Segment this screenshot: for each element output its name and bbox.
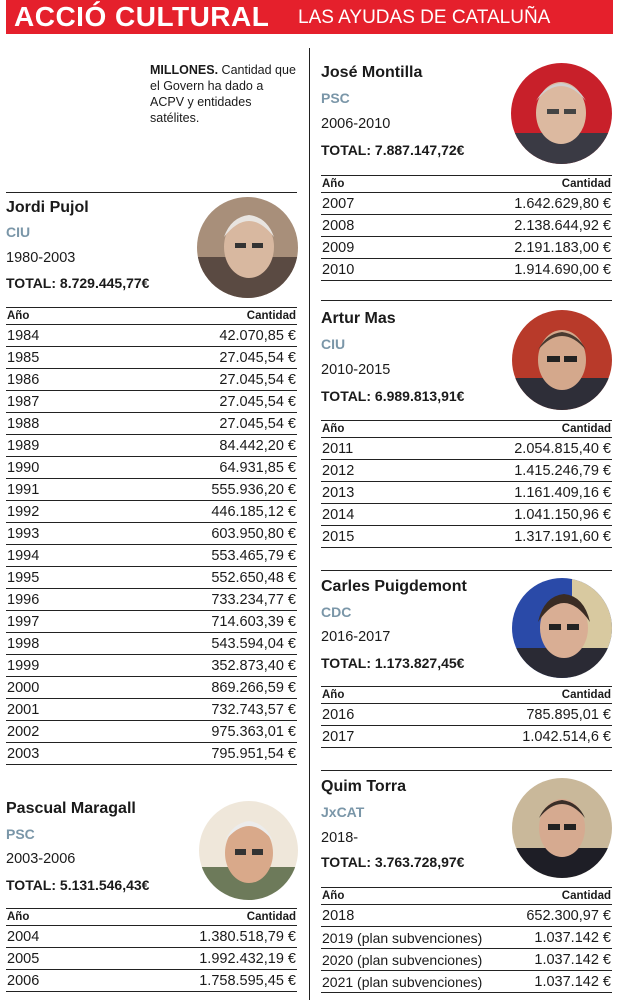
- row-amount: 1.042.514,6 €: [522, 729, 611, 745]
- portrait-photo: [512, 310, 612, 410]
- table-row: [321, 259, 612, 281]
- table-row: [321, 704, 612, 726]
- row-year: 1984: [7, 328, 40, 344]
- amount-header: Cantidad: [246, 310, 296, 322]
- section-maragall: [6, 798, 297, 998]
- row-year: 2016: [322, 707, 355, 723]
- row-year: 2005: [7, 951, 40, 967]
- section-torra: [321, 770, 612, 998]
- table-row: [6, 926, 297, 948]
- row-amount: 543.594,04 €: [211, 636, 296, 652]
- row-year: 2001: [7, 702, 40, 718]
- portrait-photo: [512, 578, 612, 678]
- note-text: Cantidad que el Govern ha dado a ACPV y entidades satélites.: [150, 63, 296, 125]
- row-year: 1990: [7, 460, 40, 476]
- row-amount: 1.380.518,79 €: [199, 929, 296, 945]
- row-year: 2019 (plan subvenciones): [322, 930, 483, 946]
- party-label: CIU: [321, 336, 346, 352]
- table-row: [321, 726, 612, 748]
- term-years: 1980-2003: [6, 250, 76, 266]
- table-row: [6, 523, 297, 545]
- table-row: [6, 501, 297, 523]
- row-year: 1986: [7, 372, 40, 388]
- section-puigdemont: [321, 570, 612, 760]
- table-row: [321, 215, 612, 237]
- row-amount: 869.266,59 €: [211, 680, 296, 696]
- row-year: 1999: [7, 658, 40, 674]
- data-table: [321, 438, 612, 548]
- portrait-photo: [512, 778, 612, 878]
- table-row: [321, 927, 612, 949]
- president-name: Carles Puigdemont: [321, 578, 467, 595]
- row-year: 2010: [322, 262, 355, 278]
- data-table: [6, 325, 297, 765]
- row-amount: 785.895,01 €: [526, 707, 611, 723]
- table-row: [6, 545, 297, 567]
- row-amount: 1.415.246,79 €: [514, 463, 611, 479]
- header-subtitle: LAS AYUDAS DE CATALUÑA: [298, 7, 551, 28]
- row-amount: 42.070,85 €: [219, 328, 296, 344]
- total-amount: TOTAL: 3.763.728,97€: [321, 854, 465, 870]
- party-label: PSC: [321, 90, 350, 106]
- portrait-photo: [511, 63, 612, 164]
- row-amount: 1.037.142 €: [534, 974, 611, 990]
- row-amount: 1.758.595,45 €: [199, 973, 296, 989]
- section-rule: [321, 570, 612, 571]
- row-amount: 975.363,01 €: [211, 724, 296, 740]
- table-row: [6, 970, 297, 992]
- row-amount: 555.936,20 €: [211, 482, 296, 498]
- row-amount: 27.045,54 €: [219, 372, 296, 388]
- row-year: 1997: [7, 614, 40, 630]
- table-row: [321, 193, 612, 215]
- row-year: 2009: [322, 240, 355, 256]
- amount-header: Cantidad: [561, 890, 611, 902]
- row-year: 2012: [322, 463, 355, 479]
- header-banner: [6, 0, 613, 34]
- row-year: 1996: [7, 592, 40, 608]
- year-header: Año: [7, 911, 30, 923]
- table-row: [321, 438, 612, 460]
- row-year: 2014: [322, 507, 355, 523]
- row-year: 1989: [7, 438, 40, 454]
- row-year: 2002: [7, 724, 40, 740]
- header-title: ACCIÓ CULTURAL: [14, 1, 270, 32]
- president-name: Artur Mas: [321, 310, 396, 327]
- section-pujol: [6, 192, 297, 772]
- party-label: PSC: [6, 826, 35, 842]
- row-amount: 553.465,79 €: [211, 548, 296, 564]
- row-year: 2006: [7, 973, 40, 989]
- table-header: [6, 307, 297, 325]
- row-year: 1987: [7, 394, 40, 410]
- section-montilla: [321, 60, 612, 290]
- term-years: 2016-2017: [321, 629, 391, 645]
- total-amount: TOTAL: 6.989.813,91€: [321, 388, 465, 404]
- row-amount: 733.234,77 €: [211, 592, 296, 608]
- amount-header: Cantidad: [246, 911, 296, 923]
- row-amount: 1.041.150,96 €: [514, 507, 611, 523]
- year-header: Año: [322, 890, 345, 902]
- row-amount: 446.185,12 €: [211, 504, 296, 520]
- row-amount: 1.914.690,00 €: [514, 262, 611, 278]
- row-amount: 84.442,20 €: [219, 438, 296, 454]
- row-year: 2007: [322, 196, 355, 212]
- row-amount: 2.191.183,00 €: [514, 240, 611, 256]
- row-amount: 2.054.815,40 €: [514, 441, 611, 457]
- party-label: JxCAT: [321, 804, 365, 820]
- term-years: 2018-: [321, 830, 359, 846]
- row-amount: 603.950,80 €: [211, 526, 296, 542]
- section-rule: [321, 300, 612, 301]
- year-header: Año: [322, 423, 345, 435]
- table-row: [321, 905, 612, 927]
- data-table: [321, 905, 612, 993]
- row-amount: 1.642.629,80 €: [514, 196, 611, 212]
- table-header: [321, 686, 612, 704]
- row-amount: 795.951,54 €: [211, 746, 296, 762]
- row-amount: 27.045,54 €: [219, 350, 296, 366]
- row-amount: 64.931,85 €: [219, 460, 296, 476]
- row-year: 1992: [7, 504, 40, 520]
- table-row: [6, 391, 297, 413]
- table-row: [6, 589, 297, 611]
- amount-header: Cantidad: [561, 689, 611, 701]
- amount-header: Cantidad: [561, 423, 611, 435]
- row-amount: 2.138.644,92 €: [514, 218, 611, 234]
- table-row: [6, 435, 297, 457]
- row-amount: 714.603,39 €: [211, 614, 296, 630]
- table-row: [6, 948, 297, 970]
- row-year: 2013: [322, 485, 355, 501]
- row-year: 2018: [322, 908, 355, 924]
- row-year: 2003: [7, 746, 40, 762]
- table-row: [6, 611, 297, 633]
- row-amount: 652.300,97 €: [526, 908, 611, 924]
- table-row: [6, 369, 297, 391]
- table-row: [6, 721, 297, 743]
- row-amount: 732.743,57 €: [211, 702, 296, 718]
- row-year: 1998: [7, 636, 40, 652]
- row-amount: 552.650,48 €: [211, 570, 296, 586]
- note-lead: MILLONES.: [150, 63, 219, 77]
- row-year: 1985: [7, 350, 40, 366]
- table-header: [321, 420, 612, 438]
- row-year: 1995: [7, 570, 40, 586]
- president-name: Jordi Pujol: [6, 199, 89, 216]
- row-year: 2015: [322, 529, 355, 545]
- table-row: [321, 949, 612, 971]
- row-amount: 1.037.142 €: [534, 952, 611, 968]
- row-year: 2021 (plan subvenciones): [322, 974, 483, 990]
- row-year: 2008: [322, 218, 355, 234]
- section-rule: [6, 192, 297, 193]
- row-year: 1988: [7, 416, 40, 432]
- row-year: 2020 (plan subvenciones): [322, 952, 483, 968]
- term-years: 2006-2010: [321, 116, 391, 132]
- row-year: 1993: [7, 526, 40, 542]
- term-years: 2003-2006: [6, 851, 76, 867]
- table-header: [321, 887, 612, 905]
- president-name: Pascual Maragall: [6, 800, 136, 817]
- row-amount: 352.873,40 €: [211, 658, 296, 674]
- column-divider: [309, 48, 310, 1000]
- row-amount: 1.317.191,60 €: [514, 529, 611, 545]
- row-amount: 27.045,54 €: [219, 394, 296, 410]
- table-row: [6, 699, 297, 721]
- amount-header: Cantidad: [561, 178, 611, 190]
- table-row: [6, 413, 297, 435]
- table-row: [321, 482, 612, 504]
- year-header: Año: [322, 178, 345, 190]
- total-amount: TOTAL: 5.131.546,43€: [6, 877, 150, 893]
- table-row: [321, 237, 612, 259]
- section-rule: [321, 770, 612, 771]
- table-row: [321, 971, 612, 993]
- table-row: [321, 504, 612, 526]
- year-header: Año: [322, 689, 345, 701]
- total-amount: TOTAL: 8.729.445,77€: [6, 275, 150, 291]
- data-table: [6, 926, 297, 992]
- total-amount: TOTAL: 1.173.827,45€: [321, 655, 465, 671]
- table-row: [6, 655, 297, 677]
- intro-note: [150, 62, 300, 126]
- row-amount: 1.161.409,16 €: [514, 485, 611, 501]
- table-row: [6, 479, 297, 501]
- row-year: 2017: [322, 729, 355, 745]
- row-year: 2000: [7, 680, 40, 696]
- party-label: CIU: [6, 224, 31, 240]
- table-row: [6, 347, 297, 369]
- portrait-photo: [199, 801, 298, 900]
- table-row: [6, 677, 297, 699]
- row-year: 2011: [322, 441, 354, 457]
- row-amount: 27.045,54 €: [219, 416, 296, 432]
- president-name: José Montilla: [321, 64, 423, 81]
- table-row: [6, 633, 297, 655]
- row-amount: 1.037.142 €: [534, 930, 611, 946]
- row-year: 1991: [7, 482, 40, 498]
- table-header: [321, 175, 612, 193]
- president-name: Quim Torra: [321, 778, 407, 795]
- portrait-photo: [197, 197, 298, 298]
- year-header: Año: [7, 310, 30, 322]
- data-table: [321, 193, 612, 281]
- table-row: [6, 743, 297, 765]
- row-amount: 1.992.432,19 €: [199, 951, 296, 967]
- party-label: CDC: [321, 604, 352, 620]
- term-years: 2010-2015: [321, 362, 391, 378]
- table-row: [6, 325, 297, 347]
- table-row: [321, 526, 612, 548]
- table-row: [6, 457, 297, 479]
- total-amount: TOTAL: 7.887.147,72€: [321, 142, 465, 158]
- row-year: 1994: [7, 548, 40, 564]
- row-year: 2004: [7, 929, 40, 945]
- data-table: [321, 704, 612, 748]
- table-header: [6, 908, 297, 926]
- table-row: [6, 567, 297, 589]
- section-mas: [321, 300, 612, 555]
- table-row: [321, 460, 612, 482]
